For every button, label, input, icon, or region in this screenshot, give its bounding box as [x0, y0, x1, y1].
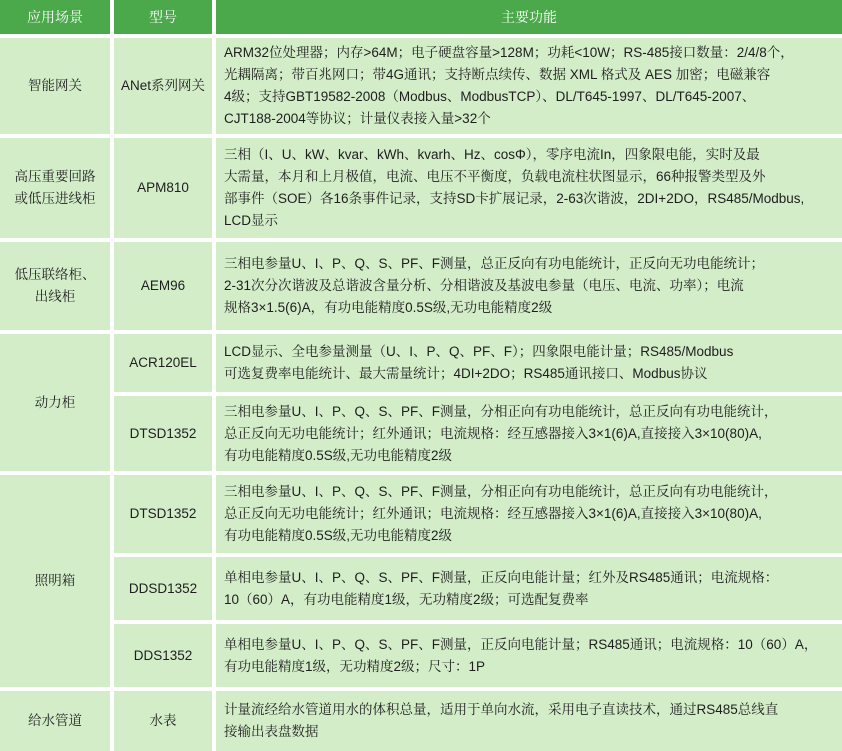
model-cell	[114, 242, 212, 330]
scene-label: 照明箱	[34, 573, 76, 588]
header-model-label: 型号	[149, 9, 177, 25]
function-line: 有功电能精度0.5S级,无功电能精度2级	[224, 528, 453, 543]
function-cell	[216, 334, 842, 392]
function-line: 三相电参量U、I、P、Q、S、PF、F测量，分相正向有功电能统计，总正反向有功电能统计，	[224, 484, 778, 499]
model-label: DTSD1352	[129, 425, 197, 441]
function-line: 可选复费率电能统计、最大需量统计；4DI+2DO；RS485通讯接口、Modbus协议	[224, 366, 708, 381]
function-line: 大需量，本月和上月极值，电流、电压不平衡度，负载电流柱状图显示，66种报警类型及外	[224, 169, 766, 184]
function-line: 三相（I、U、kW、kvar、kWh、kvarh、Hz、cosΦ），零序电流In，四象限电能，实时及最	[224, 147, 760, 162]
function-cell	[216, 242, 842, 330]
scene-label: 或低压进线柜	[14, 191, 96, 206]
function-line: 4级；支持GBT19582-2008（Modbus、ModbusTCP）、DL/T645-1997、DL/T645-2007、	[224, 89, 756, 104]
scene-cell-lv-tie-outgoing	[0, 242, 110, 330]
scene-label: 出线柜	[34, 289, 76, 304]
model-cell	[114, 691, 212, 751]
model-cell	[114, 557, 212, 620]
function-line: LCD显示	[224, 213, 279, 228]
function-cell	[216, 624, 842, 687]
function-cell	[216, 38, 842, 134]
header-scene-label: 应用场景	[27, 9, 83, 25]
function-line: 有功电能精度1级，无功精度2级；尺寸：1P	[224, 658, 486, 674]
function-cell	[216, 396, 842, 471]
function-line: 光耦隔离；带百兆网口；带4G通讯；支持断点续传、数据 XML 格式及 AES 加密；电磁兼容	[224, 67, 771, 82]
function-line: 三相电参量U、I、P、Q、S、PF、F测量，总正反向有功电能统计，正反向无功电能统计；	[224, 256, 765, 271]
function-line: 计量流经给水管道用水的体积总量，适用于单向水流，采用电子直读技术，通过RS485总线直	[224, 702, 779, 717]
model-label: AEM96	[140, 278, 186, 293]
function-line: 部事件（SOE）各16条事件记录，支持SD卡扩展记录，2-63次谐波，2DI+2DO，RS485/Modbus,	[224, 191, 805, 206]
model-label: DDSD1352	[128, 580, 198, 596]
function-line: 有功电能精度0.5S级,无功电能精度2级	[224, 447, 453, 463]
function-cell	[216, 557, 842, 620]
model-label: ACR120EL	[129, 355, 197, 370]
function-line: ARM32位处理器；内存>64M；电子硬盘容量>128M；功耗<10W；RS-485接口数量：2/4/8个，	[224, 45, 794, 60]
scene-cell-smart-gateway	[0, 38, 110, 134]
scene-label: 智能网关	[28, 78, 82, 93]
model-cell	[114, 38, 212, 134]
scene-cell-hv-incoming	[0, 138, 110, 238]
model-label: DTSD1352	[129, 506, 197, 521]
function-line: 2-31次分次谐波及总谐波含量分析、分相谐波及基波电参量（电压、电流、功率）；电流	[224, 278, 744, 293]
scene-cell-power-cabinet	[0, 334, 110, 471]
model-label: ANet系列网关	[120, 78, 205, 93]
model-cell	[114, 624, 212, 687]
model-cell	[114, 138, 212, 238]
model-cell	[114, 334, 212, 392]
scene-cell-water-pipe	[0, 691, 110, 751]
function-line: 10（60）A，有功电能精度1级，无功精度2级；可选配复费率	[224, 591, 589, 607]
function-line: 总正反向无功电能统计；红外通讯；电流规格：经互感器接入3×1(6)A,直接接入3×10(80)A,	[224, 506, 762, 521]
header-function-label: 主要功能	[501, 9, 557, 25]
function-cell	[216, 691, 842, 751]
function-line: 总正反向无功电能统计；红外通讯；电流规格：经互感器接入3×1(6)A,直接接入3×10(80)A,	[224, 425, 762, 441]
function-cell	[216, 475, 842, 553]
header-model-cell	[114, 0, 212, 34]
scene-label: 动力柜	[34, 394, 76, 410]
function-line: 单相电参量U、I、P、Q、S、PF、F测量，正反向电能计量；RS485通讯；电流规格：10（60）A，	[224, 636, 818, 652]
function-line: CJT188-2004等协议；计量仪表接入量>32个	[224, 111, 491, 126]
model-label: APM810	[137, 180, 189, 195]
function-cell	[216, 138, 842, 238]
scene-label: 给水管道	[28, 713, 82, 728]
header-scene-cell	[0, 0, 110, 34]
model-label: DDS1352	[133, 647, 193, 663]
function-line: 接输出表盘数据	[224, 724, 319, 739]
scene-label: 高压重要回路	[14, 169, 96, 184]
function-line: 规格3×1.5(6)A，有功电能精度0.5S级,无功电能精度2级	[224, 300, 553, 315]
scene-label: 低压联络柜、	[14, 267, 96, 282]
scene-cell-lighting-box	[0, 475, 110, 687]
model-cell	[114, 396, 212, 471]
function-line: 三相电参量U、I、P、Q、S、PF、F测量，分相正向有功电能统计，总正反向有功电能统计，	[224, 403, 778, 419]
function-line: 单相电参量U、I、P、Q、S、PF、F测量，正反向电能计量；红外及RS485通讯；电流规格：	[224, 569, 779, 585]
model-label: 水表	[149, 713, 177, 728]
function-line: LCD显示、全电参量测量（U、I、P、Q、PF、F）；四象限电能计量；RS485/Modbus	[224, 344, 734, 359]
header-function-cell	[216, 0, 842, 34]
model-cell	[114, 475, 212, 553]
